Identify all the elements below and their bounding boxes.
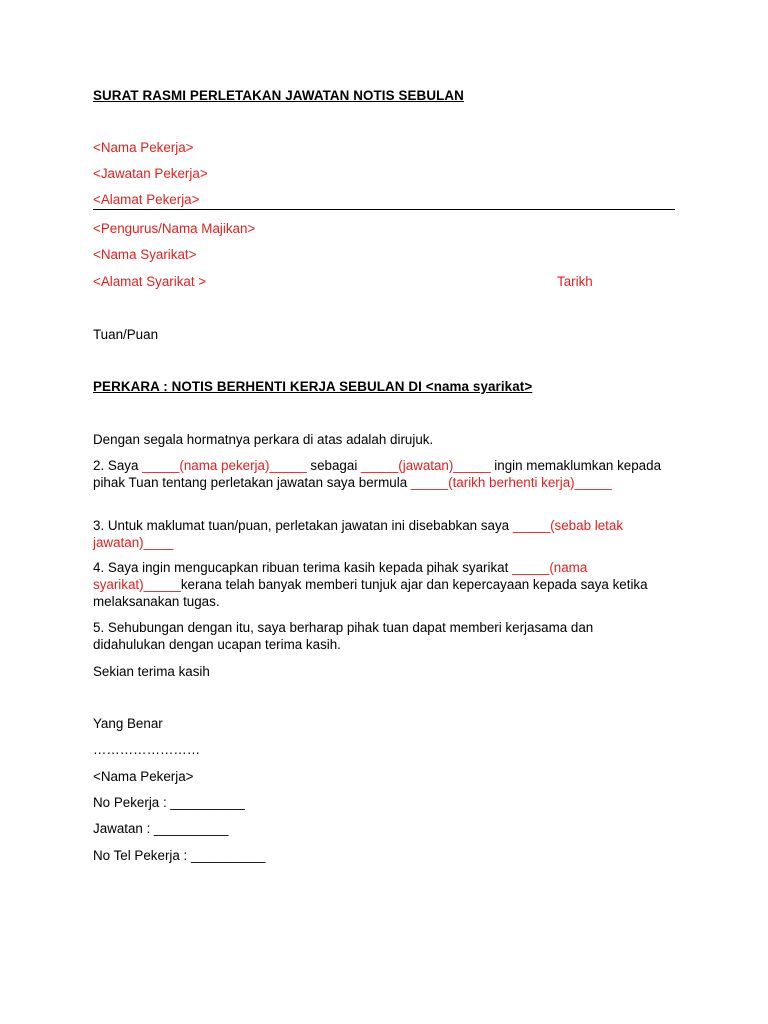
paragraph-2-text-2: sebagai (306, 458, 362, 473)
paragraph-4-text-2: kerana telah banyak memberi tunjuk ajar dan kepercayaan kepada saya ketika melaksanakan tugas. (93, 577, 648, 609)
company-name-field: _____(nama syarikat)_____ (93, 560, 588, 592)
employee-position-placeholder: <Jawatan Pekerja> (93, 166, 208, 181)
paragraph-1: Dengan segala hormatnya perkara di atas adalah dirujuk. (93, 432, 434, 447)
company-name-placeholder: <Nama Syarikat> (93, 247, 197, 262)
yours-truly: Yang Benar (93, 716, 163, 731)
resign-reason-field: _____(sebab letak jawatan)____ (93, 518, 624, 550)
position-field: _____(jawatan)_____ (361, 458, 491, 473)
company-address-placeholder: <Alamat Syarikat > (93, 274, 207, 289)
employee-address-placeholder: <Alamat Pekerja> (93, 192, 200, 207)
signature-dots: …………………… (93, 742, 201, 757)
signature-name: <Nama Pekerja> (93, 769, 194, 784)
phone-number-line: No Tel Pekerja : __________ (93, 848, 266, 863)
employee-name-field: _____(nama pekerja)_____ (142, 458, 307, 473)
paragraph-2 (93, 457, 668, 491)
letter-title: SURAT RASMI PERLETAKAN JAWATAN NOTIS SEBULAN (93, 88, 464, 103)
staff-number-line: No Pekerja : __________ (93, 795, 245, 810)
closing-line: Sekian terima kasih (93, 664, 210, 679)
paragraph-4-text-1: 4. Saya ingin mengucapkan ribuan terima kasih kepada pihak syarikat (93, 560, 513, 575)
paragraph-2-text-1: 2. Saya (93, 458, 143, 473)
date-label: Tarikh (557, 274, 593, 289)
end-date-field: _____(tarikh berhenti kerja)_____ (410, 475, 612, 490)
employee-name-placeholder: <Nama Pekerja> (93, 140, 194, 155)
paragraph-2-text-3: ingin memaklumkan kepada pihak Tuan tentang perletakan jawatan saya bermula (93, 458, 662, 490)
divider-line (93, 209, 675, 210)
paragraph-3 (93, 517, 668, 551)
salutation: Tuan/Puan (93, 327, 159, 342)
subject-line: PERKARA : NOTIS BERHENTI KERJA SEBULAN DI <nama syarikat> (93, 379, 533, 394)
paragraph-3-text-1: 3. Untuk maklumat tuan/puan, perletakan jawatan ini disebabkan saya (93, 518, 513, 533)
manager-placeholder: <Pengurus/Nama Majikan> (93, 221, 256, 236)
signature-position-line: Jawatan : __________ (93, 821, 229, 836)
paragraph-4 (93, 559, 653, 610)
paragraph-5: 5. Sehubungan dengan itu, saya berharap pihak tuan dapat memberi kerjasama dan didahulukan dengan ucapan terima kasih. (93, 620, 594, 652)
